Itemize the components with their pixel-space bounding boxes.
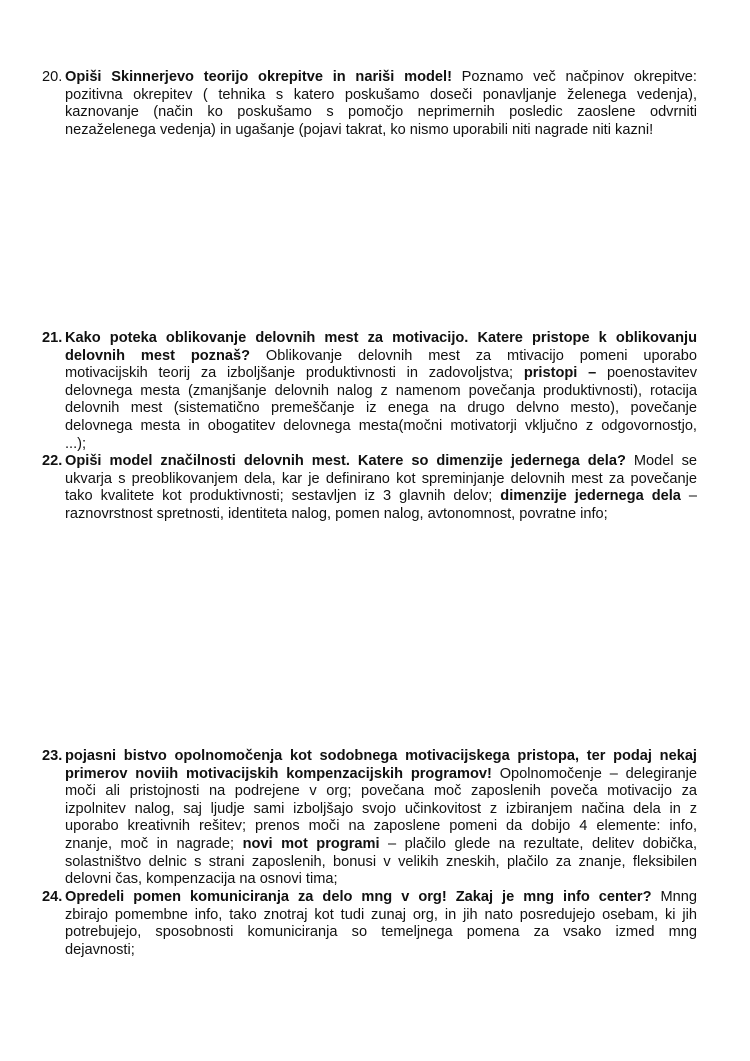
question-heading-line [65, 748, 697, 766]
question-heading: primerov noviih motivacijskih kompenzacijskih programov! [65, 765, 492, 782]
text-line: moči ali pristojnosti na podrejene v org; povečana moč zaposlenih poveča motivacijo za [65, 783, 697, 800]
text-line: uporabo kreativnih rešitev; prenos moči na zaposlene pomeni da dobijo 4 elemente: info, [65, 818, 697, 835]
question-heading: Opiši model značilnosti delovnih mest. Katere so dimenzije jedernega dela? [65, 453, 626, 469]
text-line: ...); [65, 435, 87, 452]
question-heading-line [65, 330, 697, 348]
answer-text: Mnng [651, 889, 698, 905]
text-line: dejavnosti; [65, 941, 135, 958]
question-number: 23. [42, 748, 63, 764]
question-number: 24. [42, 889, 63, 905]
text-line: potrebujejo, sposobnosti komuniciranja so temeljnega pomena za vsako izmed mng [65, 924, 697, 941]
answer-text: – plačilo glede na rezultate, delitev dobička, [379, 835, 697, 852]
question-23 [42, 748, 697, 889]
text-line: raznovrstnost spretnosti, identiteta nalog, pomen nalog, avtonomnost, povratne info; [65, 505, 608, 522]
text-line: delovnega mesta in obogatitev delovnega mesta(močni motivatorji vključno z odgovornostjo, [65, 417, 697, 434]
text-line [65, 453, 697, 471]
text-line: ukvarja s preoblikovanjem dela, kar je definirano kot spreminjanje delovnih mest za povečanje [65, 470, 697, 487]
text-line: delovnega mesta (zmanjšanje delovnih nalog z namenom povečanja produktivnosti), rotacija [65, 382, 697, 399]
text-line [65, 488, 697, 506]
text-line [65, 69, 697, 87]
question-heading: Opredeli pomen komuniciranja za delo mng v org! Zakaj je mng info center? [65, 889, 652, 905]
text-line: izpolnitev nalog, saj ljudje sami izboljšajo svojo učinkovitost z izbiranjem načina dela in z [65, 800, 697, 817]
question-heading: pojasni bistvo opolnomočenja kot sodobnega motivacijskega pristopa, ter podaj nekaj [65, 748, 697, 764]
question-24 [42, 889, 697, 959]
question-body [65, 69, 697, 139]
text-line: zbirajo pomembne info, tako znotraj kot tudi zunaj org, in jih nato posredujejo osebam, ki jih [65, 906, 697, 923]
answer-text: Poznamo več načpinov okrepitve: [451, 69, 697, 85]
text-line: kaznovanje (način ko poskušamo s pomočjo neprimernih posledic zaoslene odvrniti [65, 104, 697, 121]
text-line [65, 836, 697, 854]
key-term: dimenzije jedernega dela [500, 488, 681, 505]
key-term: novi mot programi [242, 835, 380, 852]
answer-text: Oblikovanje delovnih mest za mtivacijo pomeni uporabo [250, 347, 697, 364]
question-heading: Opiši Skinnerjevo teorijo okrepitve in nariši model! [65, 69, 452, 85]
question-heading: delovnih mest poznaš? [65, 347, 251, 364]
question-20 [42, 69, 697, 139]
answer-text: motivacijskih teorij za izboljšanje produktivnosti in zadovoljstva; [65, 365, 524, 382]
text-line: nezaželenega vedenja) in ugašanje (pojavi takrat, ko nismo uporabili niti nagrade niti kazni! [65, 121, 654, 138]
text-line: delovni čas, kompenzacija na osnovi tima; [65, 871, 338, 888]
question-body [65, 330, 697, 453]
text-line: delovnih mest (sistematično premeščanje iz enega na drugo delvno mesto), povečanje [65, 400, 697, 417]
text-line [65, 365, 697, 383]
question-number: 21. [42, 330, 63, 346]
answer-text: Opolnomočenje – delegiranje [491, 765, 697, 782]
key-term: pristopi – [523, 365, 597, 382]
text-line [65, 766, 697, 784]
text-line [65, 348, 697, 366]
question-number: 20. [42, 69, 63, 85]
text-line: solastništvo delnic s strani zaposlenih, bonusi v velikih zneskih, plačilo za znanje, fleksibilen [65, 853, 697, 870]
text-line [65, 889, 697, 907]
answer-text: poenostavitev [596, 365, 697, 382]
answer-text: – [680, 488, 697, 505]
question-body [65, 748, 697, 889]
text-line: pozitivna okrepitev ( tehnika s katero poskušamo doseči ponavljanje želenega vedenja), [65, 86, 697, 103]
question-number: 22. [42, 453, 63, 469]
question-body [65, 453, 697, 523]
question-heading: Kako poteka oblikovanje delovnih mest za motivacijo. Katere pristope k oblikovanju [65, 330, 697, 346]
answer-text: znanje, moč in nagrade; [65, 835, 243, 852]
answer-text: Model se [625, 453, 697, 469]
answer-text: tako kvalitete kot produktivnosti; sestavljen iz 3 glavnih delov; [65, 488, 501, 505]
question-body [65, 889, 697, 959]
question-22 [42, 453, 697, 523]
question-21 [42, 330, 697, 453]
